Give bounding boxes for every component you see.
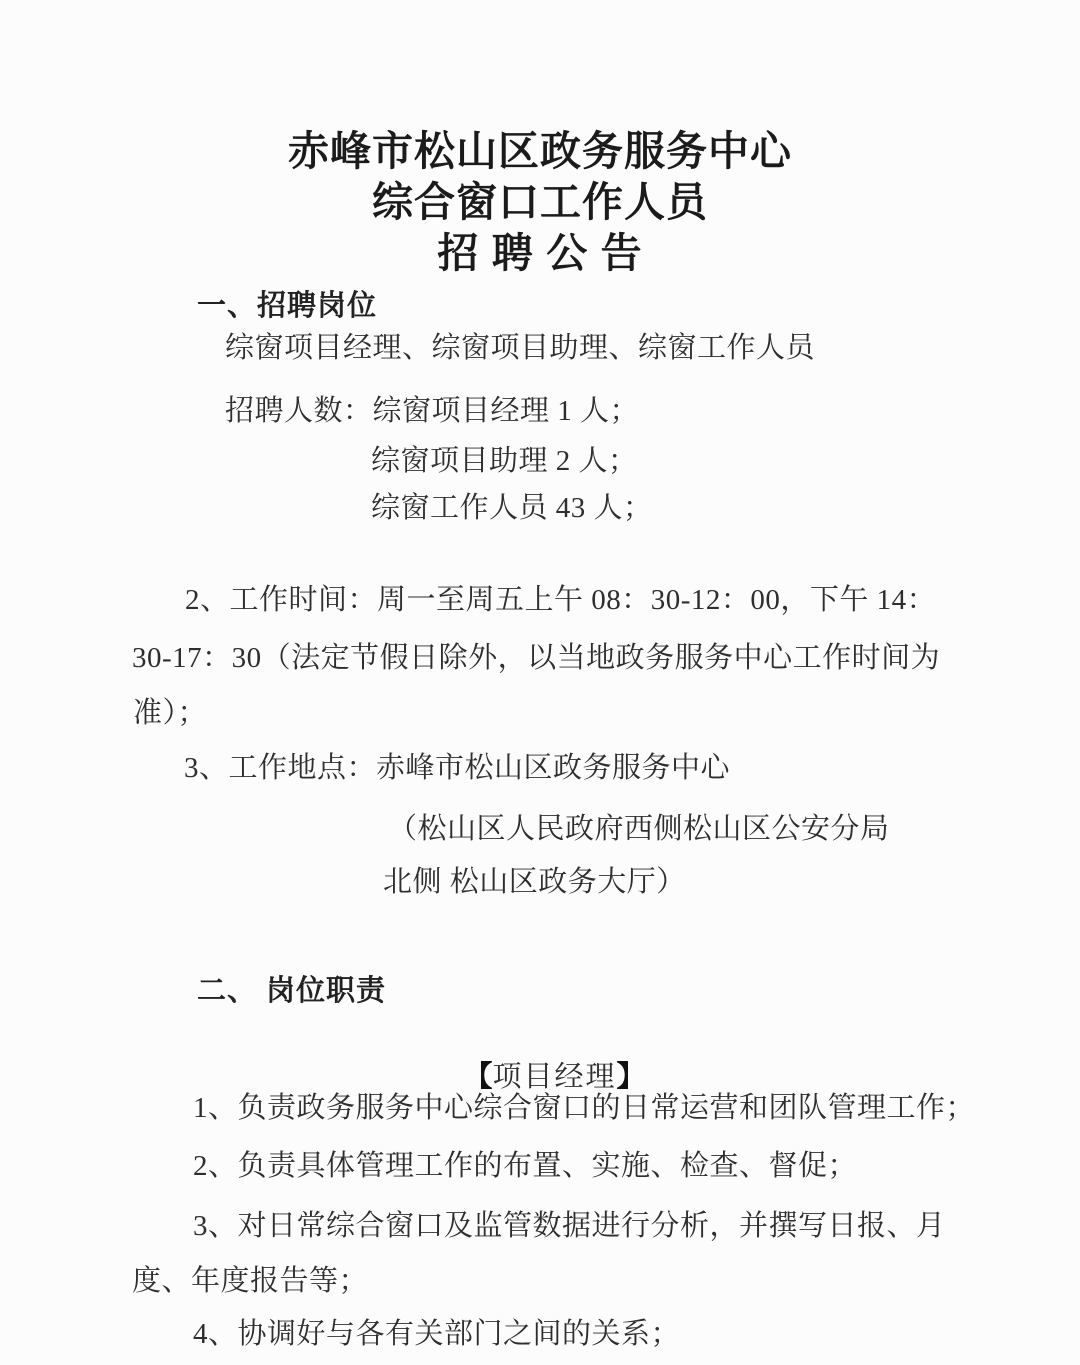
work-time-line-2: 30-17：30（法定节假日除外，以当地政务服务中心工作时间为 <box>132 642 941 674</box>
subheading-label: 项目经理 <box>492 1061 617 1094</box>
work-place-line-2: （松山区人民政府西侧松山区公安分局 <box>388 813 890 845</box>
duty-item-1: 1、负责政务服务中心综合窗口的日常运营和团队管理工作； <box>193 1092 976 1124</box>
page-title-line-2: 综合窗口工作人员 <box>372 179 708 225</box>
duty-item-2: 2、负责具体管理工作的布置、实施、检查、督促； <box>193 1150 858 1182</box>
duty-item-4: 4、协调好与各有关部门之间的关系； <box>193 1318 681 1350</box>
duty-item-3-line-2: 度、年度报告等； <box>132 1265 369 1297</box>
headcount-manager-line: 招聘人数：综窗项目经理 1 人； <box>225 395 640 427</box>
positions-line: 综窗项目经理、综窗项目助理、综窗工作人员 <box>225 332 816 364</box>
work-time-line-3: 准）； <box>133 697 208 729</box>
work-time-line-1: 2、工作时间：周一至周五上午 08：30-12：00，下午 14： <box>185 584 937 616</box>
work-place-line-3: 北侧 松山区政务大厅） <box>383 866 686 898</box>
section2-heading: 二、 岗位职责 <box>197 975 387 1007</box>
subheading-open-bracket: 【 <box>463 1061 493 1094</box>
work-place-line-1: 3、工作地点：赤峰市松山区政务服务中心 <box>184 752 731 784</box>
page-title-line-3: 招 聘 公 告 <box>437 230 643 276</box>
page-title-line-1: 赤峰市松山区政务服务中心 <box>288 128 792 174</box>
section1-heading: 一、招聘岗位 <box>197 290 378 322</box>
subheading-close-bracket: 】 <box>616 1061 646 1094</box>
headcount-assistant-line: 综窗项目助理 2 人； <box>371 445 638 477</box>
duty-item-3-line-1: 3、对日常综合窗口及监管数据进行分析，并撰写日报、月 <box>193 1210 946 1242</box>
headcount-staff-line: 综窗工作人员 43 人； <box>371 492 653 524</box>
